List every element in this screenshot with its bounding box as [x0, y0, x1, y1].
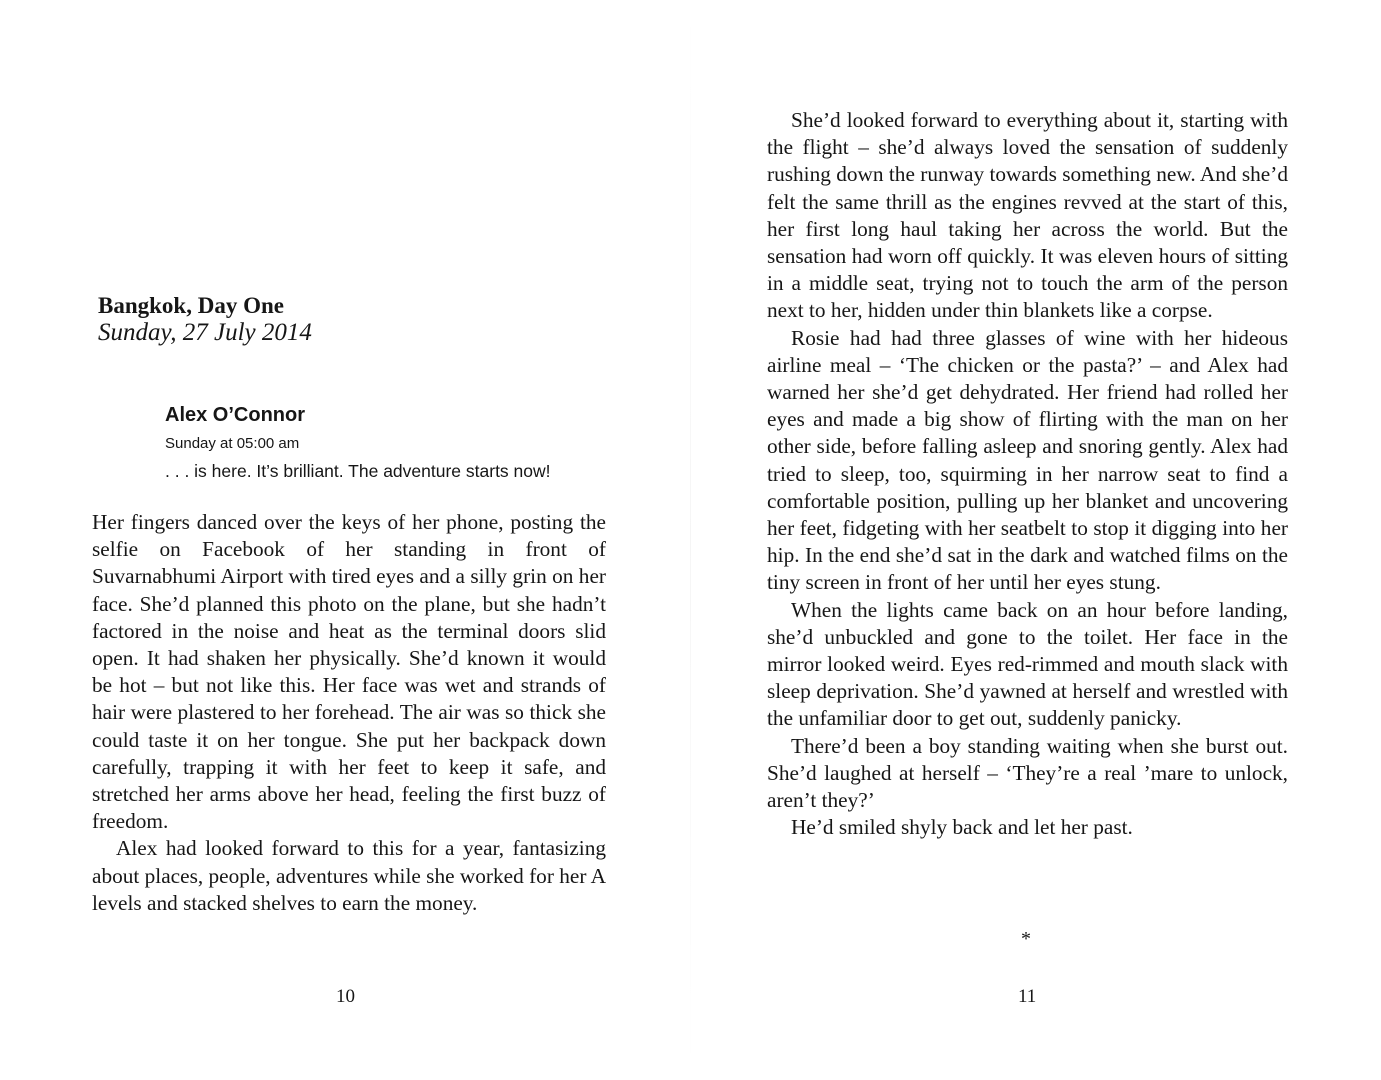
paragraph: Rosie had had three glasses of wine with her hideous airline meal – ‘The chicken or the pasta?’ – and Alex had warned her she’d get dehydrated. Her friend had rolled her eyes and made a big show of flirting with the man on her other side, before falling asleep and snoring gently. Alex had tried to sleep, too, squirming in her narrow seat to find a comfortable position, pulling up her blanket and uncovering her feet, fidgeting with her seatbelt to stop it digging into her hip. In the end she’d sat in the dark and watched films on the tiny screen in front of her until her eyes stung.	[767, 325, 1288, 595]
post-time: Sunday at 05:00 am	[165, 435, 300, 452]
post-author: Alex O’Connor	[165, 404, 306, 426]
chapter-place: Bangkok, Day One	[98, 293, 284, 318]
chapter-heading	[98, 292, 518, 347]
paragraph: When the lights came back on an hour before landing, she’d unbuckled and gone to the toilet. Her face in the mirror looked weird. Eyes red-rimmed and mouth slack with sleep deprivation. She’d yawned at herself and wrestled with the unfamiliar door to get out, suddenly panicky.	[767, 597, 1288, 731]
page-number: 11	[1018, 986, 1037, 1007]
right-page	[691, 0, 1381, 1080]
post-text: . . . is here. It’s brilliant. The adventure starts now!	[165, 461, 551, 481]
paragraph: Alex had looked forward to this for a year, fantasizing about places, people, adventures while she worked for her A levels and stacked shelves to earn the money.	[92, 836, 606, 915]
paragraph: Her fingers danced over the keys of her phone, posting the selfie on Facebook of her standing in front of Suvarnabhumi Airport with tired eyes and a silly grin on her face. She’d planned this photo on the plane, but she hadn’t factored in the noise and heat as the terminal doors slid open. It had shaken her physically. She’d known it would be hot – but not like this. Her face was wet and strands of hair were plastered to her forehead. The air was so thick she could taste it on her tongue. She put her backpack down carefully, trapping it with her feet to keep it safe, and stretched her arms above her head, feeling the first buzz of freedom.	[92, 510, 606, 834]
left-page	[0, 0, 690, 1080]
paragraph: She’d looked forward to everything about it, starting with the flight – she’d always loved the sensation of suddenly rushing down the runway towards something new. And she’d felt the same thrill as the engines revved at the start of this, her first long haul taking her across the world. But the sensation had worn off quickly. It was eleven hours of sitting in a middle seat, trying not to touch the arm of the person next to her, hidden under thin blankets like a corpse.	[767, 108, 1288, 323]
right-body-text	[767, 107, 1288, 841]
facebook-post	[165, 402, 625, 483]
chapter-date: Sunday, 27 July 2014	[98, 319, 312, 346]
page-number: 10	[336, 986, 355, 1007]
paragraph: He’d smiled shyly back and let her past.	[791, 815, 1133, 840]
paragraph: There’d been a boy standing waiting when she burst out. She’d laughed at herself – ‘They’re a real ’mare to unlock, aren’t they?’	[767, 733, 1288, 813]
scene-break: *	[1021, 928, 1031, 950]
left-body-text	[92, 509, 606, 917]
